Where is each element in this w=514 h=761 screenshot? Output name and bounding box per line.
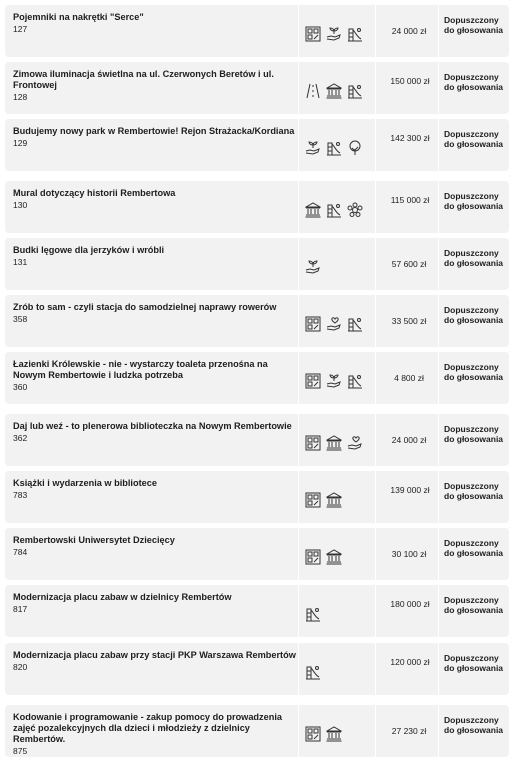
playground-icon	[326, 202, 342, 218]
project-number: 820	[13, 662, 28, 672]
project-number: 130	[13, 200, 28, 210]
playground-icon	[326, 140, 342, 156]
building-blocks-icon	[305, 373, 321, 389]
project-title-cell	[13, 69, 298, 102]
project-number: 127	[13, 24, 28, 34]
project-title[interactable]: Zrób to sam - czyli stacja do samodzielnej naprawy rowerów	[13, 302, 277, 312]
project-number: 362	[13, 433, 28, 443]
project-title[interactable]: Książki i wydarzenia w bibliotece	[13, 478, 157, 488]
project-row[interactable]	[5, 585, 509, 637]
status-badge: Dopuszczony do głosowania	[444, 248, 504, 268]
category-icons	[305, 492, 377, 508]
plant-hand-icon	[305, 259, 321, 275]
project-number: 784	[13, 547, 28, 557]
category-icons	[305, 316, 377, 332]
project-title-cell	[13, 12, 298, 34]
project-row[interactable]	[5, 705, 509, 757]
column-divider	[298, 414, 299, 466]
status-badge: Dopuszczony do głosowania	[444, 653, 504, 673]
status-badge: Dopuszczony do głosowania	[444, 15, 504, 35]
playground-icon	[347, 83, 363, 99]
column-divider	[298, 585, 299, 637]
project-title-cell	[13, 421, 298, 443]
column-divider	[298, 62, 299, 114]
building-blocks-icon	[305, 316, 321, 332]
category-icons	[305, 664, 377, 680]
project-row[interactable]	[5, 352, 509, 404]
project-row[interactable]	[5, 119, 509, 171]
project-cost: 27 230 zł	[391, 726, 427, 736]
project-number: 783	[13, 490, 28, 500]
column-divider	[298, 295, 299, 347]
column-divider	[298, 528, 299, 580]
project-cost: 180 000 zł	[390, 599, 430, 609]
status-badge: Dopuszczony do głosowania	[444, 424, 504, 444]
project-cost: 33 500 zł	[391, 316, 427, 326]
project-row[interactable]	[5, 471, 509, 523]
project-row[interactable]	[5, 643, 509, 695]
project-row[interactable]	[5, 238, 509, 290]
status-badge: Dopuszczony do głosowania	[444, 715, 504, 735]
playground-icon	[347, 316, 363, 332]
project-row[interactable]	[5, 528, 509, 580]
status-badge: Dopuszczony do głosowania	[444, 595, 504, 615]
heart-hand-icon	[326, 316, 342, 332]
playground-icon	[347, 373, 363, 389]
project-number: 131	[13, 257, 28, 267]
project-title-cell	[13, 592, 298, 614]
project-cost: 24 000 zł	[391, 435, 427, 445]
column-divider	[298, 238, 299, 290]
project-row[interactable]	[5, 181, 509, 233]
plant-hand-icon	[305, 140, 321, 156]
status-badge: Dopuszczony do głosowania	[444, 72, 504, 92]
institution-icon	[305, 202, 321, 218]
road-icon	[305, 83, 321, 99]
heart-hand-icon	[347, 435, 363, 451]
plant-hand-icon	[326, 26, 342, 42]
status-badge: Dopuszczony do głosowania	[444, 362, 504, 382]
project-title-cell	[13, 126, 298, 148]
column-divider	[438, 705, 439, 757]
column-divider	[438, 643, 439, 695]
building-blocks-icon	[305, 26, 321, 42]
status-badge: Dopuszczony do głosowania	[444, 481, 504, 501]
column-divider	[438, 352, 439, 404]
project-title-cell	[13, 302, 298, 324]
project-cost: 142 300 zł	[390, 133, 430, 143]
status-badge: Dopuszczony do głosowania	[444, 305, 504, 325]
tree-icon	[347, 140, 363, 156]
column-divider	[438, 471, 439, 523]
project-title[interactable]: Budki lęgowe dla jerzyków i wróbli	[13, 245, 165, 255]
project-cost: 30 100 zł	[391, 549, 427, 559]
category-icons	[305, 373, 377, 389]
project-number: 817	[13, 604, 28, 614]
category-icons	[305, 726, 377, 742]
column-divider	[438, 295, 439, 347]
project-title[interactable]: Daj lub weź - to plenerowa biblioteczka na Nowym Rembertowie	[13, 421, 292, 431]
column-divider	[438, 528, 439, 580]
category-icons	[305, 259, 377, 275]
institution-icon	[326, 549, 342, 565]
project-title[interactable]: Modernizacja placu zabaw w dzielnicy Rembertów	[13, 592, 232, 602]
category-icons	[305, 549, 377, 565]
project-title[interactable]: Budujemy nowy park w Rembertowie! Rejon Strażacka/Kordiana	[13, 126, 295, 136]
project-number: 360	[13, 382, 28, 392]
column-divider	[438, 62, 439, 114]
column-divider	[438, 585, 439, 637]
column-divider	[298, 119, 299, 171]
playground-icon	[305, 664, 321, 680]
category-icons	[305, 140, 377, 156]
project-number: 875	[13, 746, 28, 756]
column-divider	[298, 705, 299, 757]
project-cost: 139 000 zł	[390, 485, 430, 495]
project-title-cell	[13, 478, 298, 500]
project-title[interactable]: Modernizacja placu zabaw przy stacji PKP Warszawa Rembertów	[13, 650, 296, 660]
category-icons	[305, 606, 377, 622]
project-row[interactable]	[5, 5, 509, 57]
project-title[interactable]: Łazienki Królewskie - nie - wystarczy toaleta przenośna na Nowym Rembertowie i ludzka potrzeba	[13, 359, 268, 380]
playground-icon	[347, 26, 363, 42]
status-badge: Dopuszczony do głosowania	[444, 129, 504, 149]
project-cost: 120 000 zł	[390, 657, 430, 667]
project-title[interactable]: Rembertowski Uniwersytet Dziecięcy	[13, 535, 175, 545]
institution-icon	[326, 83, 342, 99]
institution-icon	[326, 492, 342, 508]
project-title-cell	[13, 245, 298, 267]
column-divider	[438, 5, 439, 57]
playground-icon	[305, 606, 321, 622]
project-title[interactable]: Pojemniki na nakrętki "Serce"	[13, 12, 144, 22]
building-blocks-icon	[305, 726, 321, 742]
project-cost: 57 600 zł	[391, 259, 427, 269]
column-divider	[438, 181, 439, 233]
category-icons	[305, 202, 377, 218]
category-icons	[305, 26, 377, 42]
project-row[interactable]	[5, 295, 509, 347]
category-icons	[305, 83, 377, 99]
column-divider	[298, 181, 299, 233]
project-title[interactable]: Zimowa iluminacja świetlna na ul. Czerwonych Beretów i ul. Frontowej	[13, 69, 274, 90]
column-divider	[298, 643, 299, 695]
institution-icon	[326, 726, 342, 742]
project-title[interactable]: Kodowanie i programowanie - zakup pomocy do prowadzenia zajęć pozalekcyjnych dla dzieci i młodzieży z dzielnicy Rembertów.	[13, 712, 283, 744]
project-cost: 4 800 zł	[394, 373, 424, 383]
institution-icon	[326, 435, 342, 451]
status-badge: Dopuszczony do głosowania	[444, 538, 504, 558]
project-title-cell	[13, 188, 298, 210]
column-divider	[438, 119, 439, 171]
building-blocks-icon	[305, 435, 321, 451]
project-title-cell	[13, 359, 298, 392]
plant-hand-icon	[326, 373, 342, 389]
project-row[interactable]	[5, 414, 509, 466]
project-number: 358	[13, 314, 28, 324]
building-blocks-icon	[305, 492, 321, 508]
palette-icon	[347, 202, 363, 218]
column-divider	[438, 414, 439, 466]
project-cost: 24 000 zł	[391, 26, 427, 36]
project-title-cell	[13, 535, 298, 557]
status-badge: Dopuszczony do głosowania	[444, 191, 504, 211]
category-icons	[305, 435, 377, 451]
project-title-cell	[13, 650, 298, 672]
project-cost: 150 000 zł	[390, 76, 430, 86]
column-divider	[298, 5, 299, 57]
column-divider	[438, 238, 439, 290]
project-cost: 115 000 zł	[390, 195, 430, 205]
column-divider	[298, 471, 299, 523]
project-number: 128	[13, 92, 28, 102]
project-number: 129	[13, 138, 28, 148]
project-title-cell	[13, 712, 298, 756]
building-blocks-icon	[305, 549, 321, 565]
column-divider	[298, 352, 299, 404]
project-title[interactable]: Mural dotyczący historii Rembertowa	[13, 188, 176, 198]
project-row[interactable]	[5, 62, 509, 114]
